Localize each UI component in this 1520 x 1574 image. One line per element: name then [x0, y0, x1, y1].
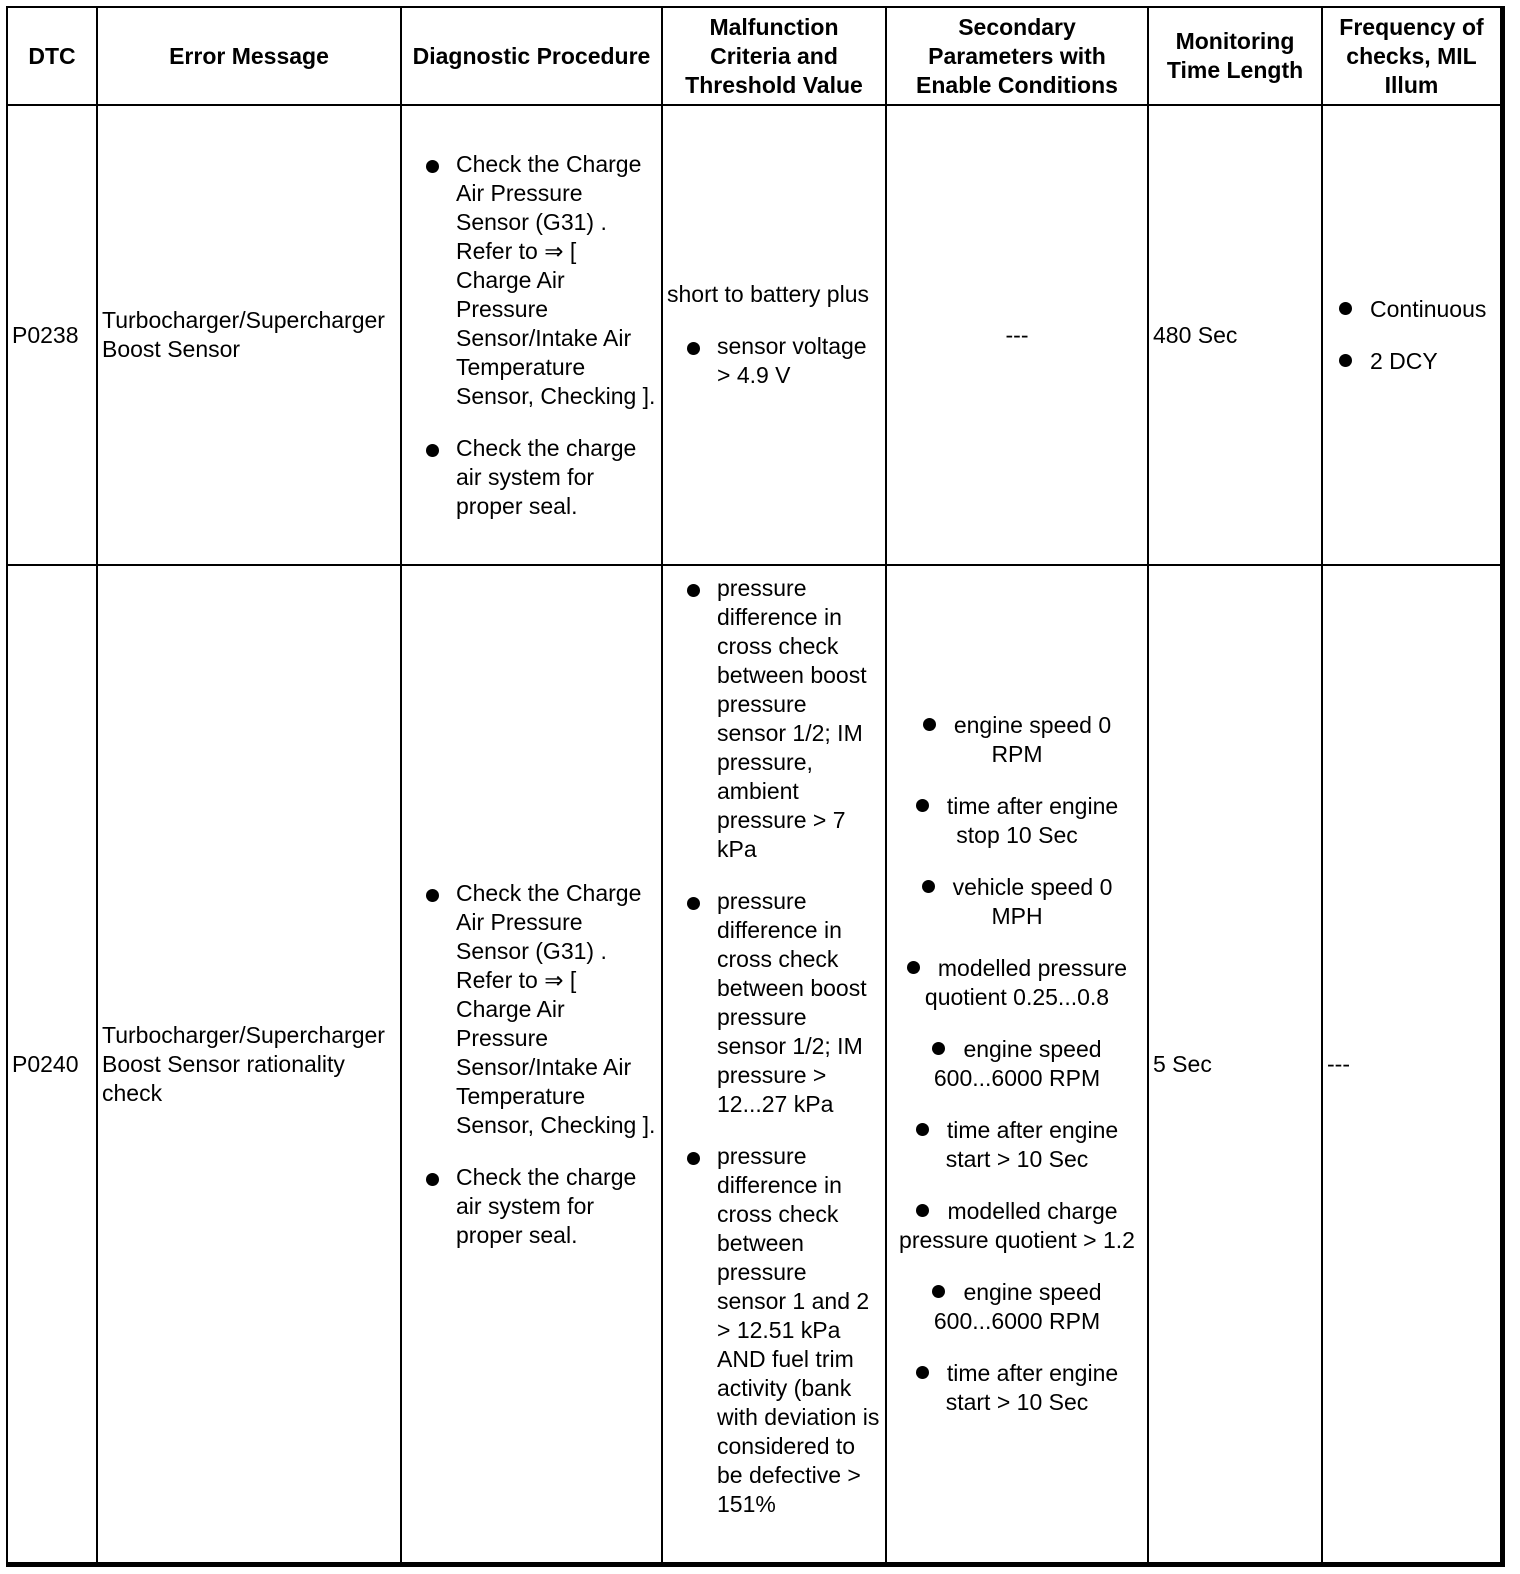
error-message: Turbocharger/Supercharger Boost Sensor rationality check: [97, 565, 401, 1563]
secondary-item: time after engine start > 10 Sec: [895, 1116, 1139, 1174]
secondary-item: time after engine stop 10 Sec: [895, 792, 1139, 850]
secondary-item: engine speed 600...6000 RPM: [933, 1279, 1102, 1334]
dtc-code: P0240: [7, 565, 97, 1563]
table-row: [7, 105, 1501, 565]
procedure-step: Check the Charge Air Pressure Sensor (G31) . Refer to ⇒ [ Charge Air Pressure Sensor/Intake Air Temperature Sensor, Checking ].: [406, 150, 657, 411]
bullet-icon: [923, 718, 936, 731]
error-message: Turbocharger/Supercharger Boost Sensor: [97, 105, 401, 565]
procedure-list: [406, 879, 657, 1250]
header-frequency: Frequency of checks, MIL Illum: [1322, 7, 1501, 105]
monitoring-time: 480 Sec: [1148, 105, 1322, 565]
criteria-item: pressure difference in cross check between boost pressure sensor 1/2; IM pressure > 12...27 kPa: [667, 887, 881, 1119]
frequency: [1322, 105, 1501, 565]
procedure-step: Check the charge air system for proper seal.: [406, 1163, 657, 1250]
header-malfunction-criteria: Malfunction Criteria and Threshold Value: [662, 7, 886, 105]
bullet-icon: [932, 1042, 945, 1055]
header-dtc: DTC: [7, 7, 97, 105]
secondary-item: vehicle speed 0 MPH: [895, 873, 1139, 931]
criteria-item: pressure difference in cross check between pressure sensor 1 and 2 > 12.51 kPa AND fuel trim activity (bank with deviation is considered to be defective > 151%: [667, 1142, 881, 1519]
bullet-icon: [1339, 354, 1352, 367]
bullet-icon: [1339, 302, 1352, 315]
secondary-list: [895, 711, 1139, 1417]
diagnostic-procedure: [401, 105, 662, 565]
secondary-item: time after engine start > 10 Sec: [895, 1359, 1139, 1417]
secondary-item: engine speed 600...6000 RPM: [933, 1036, 1102, 1091]
secondary-item: modelled pressure quotient 0.25...0.8: [895, 954, 1139, 1012]
criteria-list: [667, 332, 881, 390]
procedure-step: Check the Charge Air Pressure Sensor (G31) . Refer to ⇒ [ Charge Air Pressure Sensor/Intake Air Temperature Sensor, Checking ].: [406, 879, 657, 1140]
bullet-icon: [916, 1123, 929, 1136]
bullet-icon: [922, 880, 935, 893]
secondary-item: modelled charge pressure quotient > 1.2: [899, 1198, 1135, 1253]
bullet-icon: [916, 1204, 929, 1217]
header-diagnostic-procedure: Diagnostic Procedure: [401, 7, 662, 105]
procedure-step: Check the charge air system for proper seal.: [406, 434, 657, 521]
monitoring-time: 5 Sec: [1148, 565, 1322, 1563]
malfunction-criteria: [662, 105, 886, 565]
procedure-list: [406, 150, 657, 521]
criteria-item: sensor voltage > 4.9 V: [667, 332, 881, 390]
bullet-icon: [916, 1366, 929, 1379]
criteria-list: [667, 574, 881, 1519]
header-error-message: Error Message: [97, 7, 401, 105]
malfunction-criteria: [662, 565, 886, 1563]
criteria-intro: short to battery plus: [667, 281, 869, 307]
frequency-item: 2 DCY: [1339, 347, 1496, 376]
dtc-table: [6, 6, 1502, 1564]
frequency: ---: [1322, 565, 1501, 1563]
bullet-icon: [907, 961, 920, 974]
frequency-item: Continuous: [1339, 295, 1496, 324]
bullet-icon: [932, 1285, 945, 1298]
dtc-code: P0238: [7, 105, 97, 565]
diagnostic-procedure: [401, 565, 662, 1563]
header-row: [7, 7, 1501, 105]
header-monitoring-time: Monitoring Time Length: [1148, 7, 1322, 105]
header-secondary-parameters: Secondary Parameters with Enable Conditions: [886, 7, 1148, 105]
secondary-parameters: ---: [886, 105, 1148, 565]
dtc-table-frame: [6, 6, 1505, 1567]
secondary-parameters: [886, 565, 1148, 1563]
table-row: [7, 565, 1501, 1563]
secondary-item: engine speed 0 RPM: [895, 711, 1139, 769]
bullet-icon: [916, 799, 929, 812]
criteria-item: pressure difference in cross check between boost pressure sensor 1/2; IM pressure, ambient pressure > 7 kPa: [667, 574, 881, 864]
